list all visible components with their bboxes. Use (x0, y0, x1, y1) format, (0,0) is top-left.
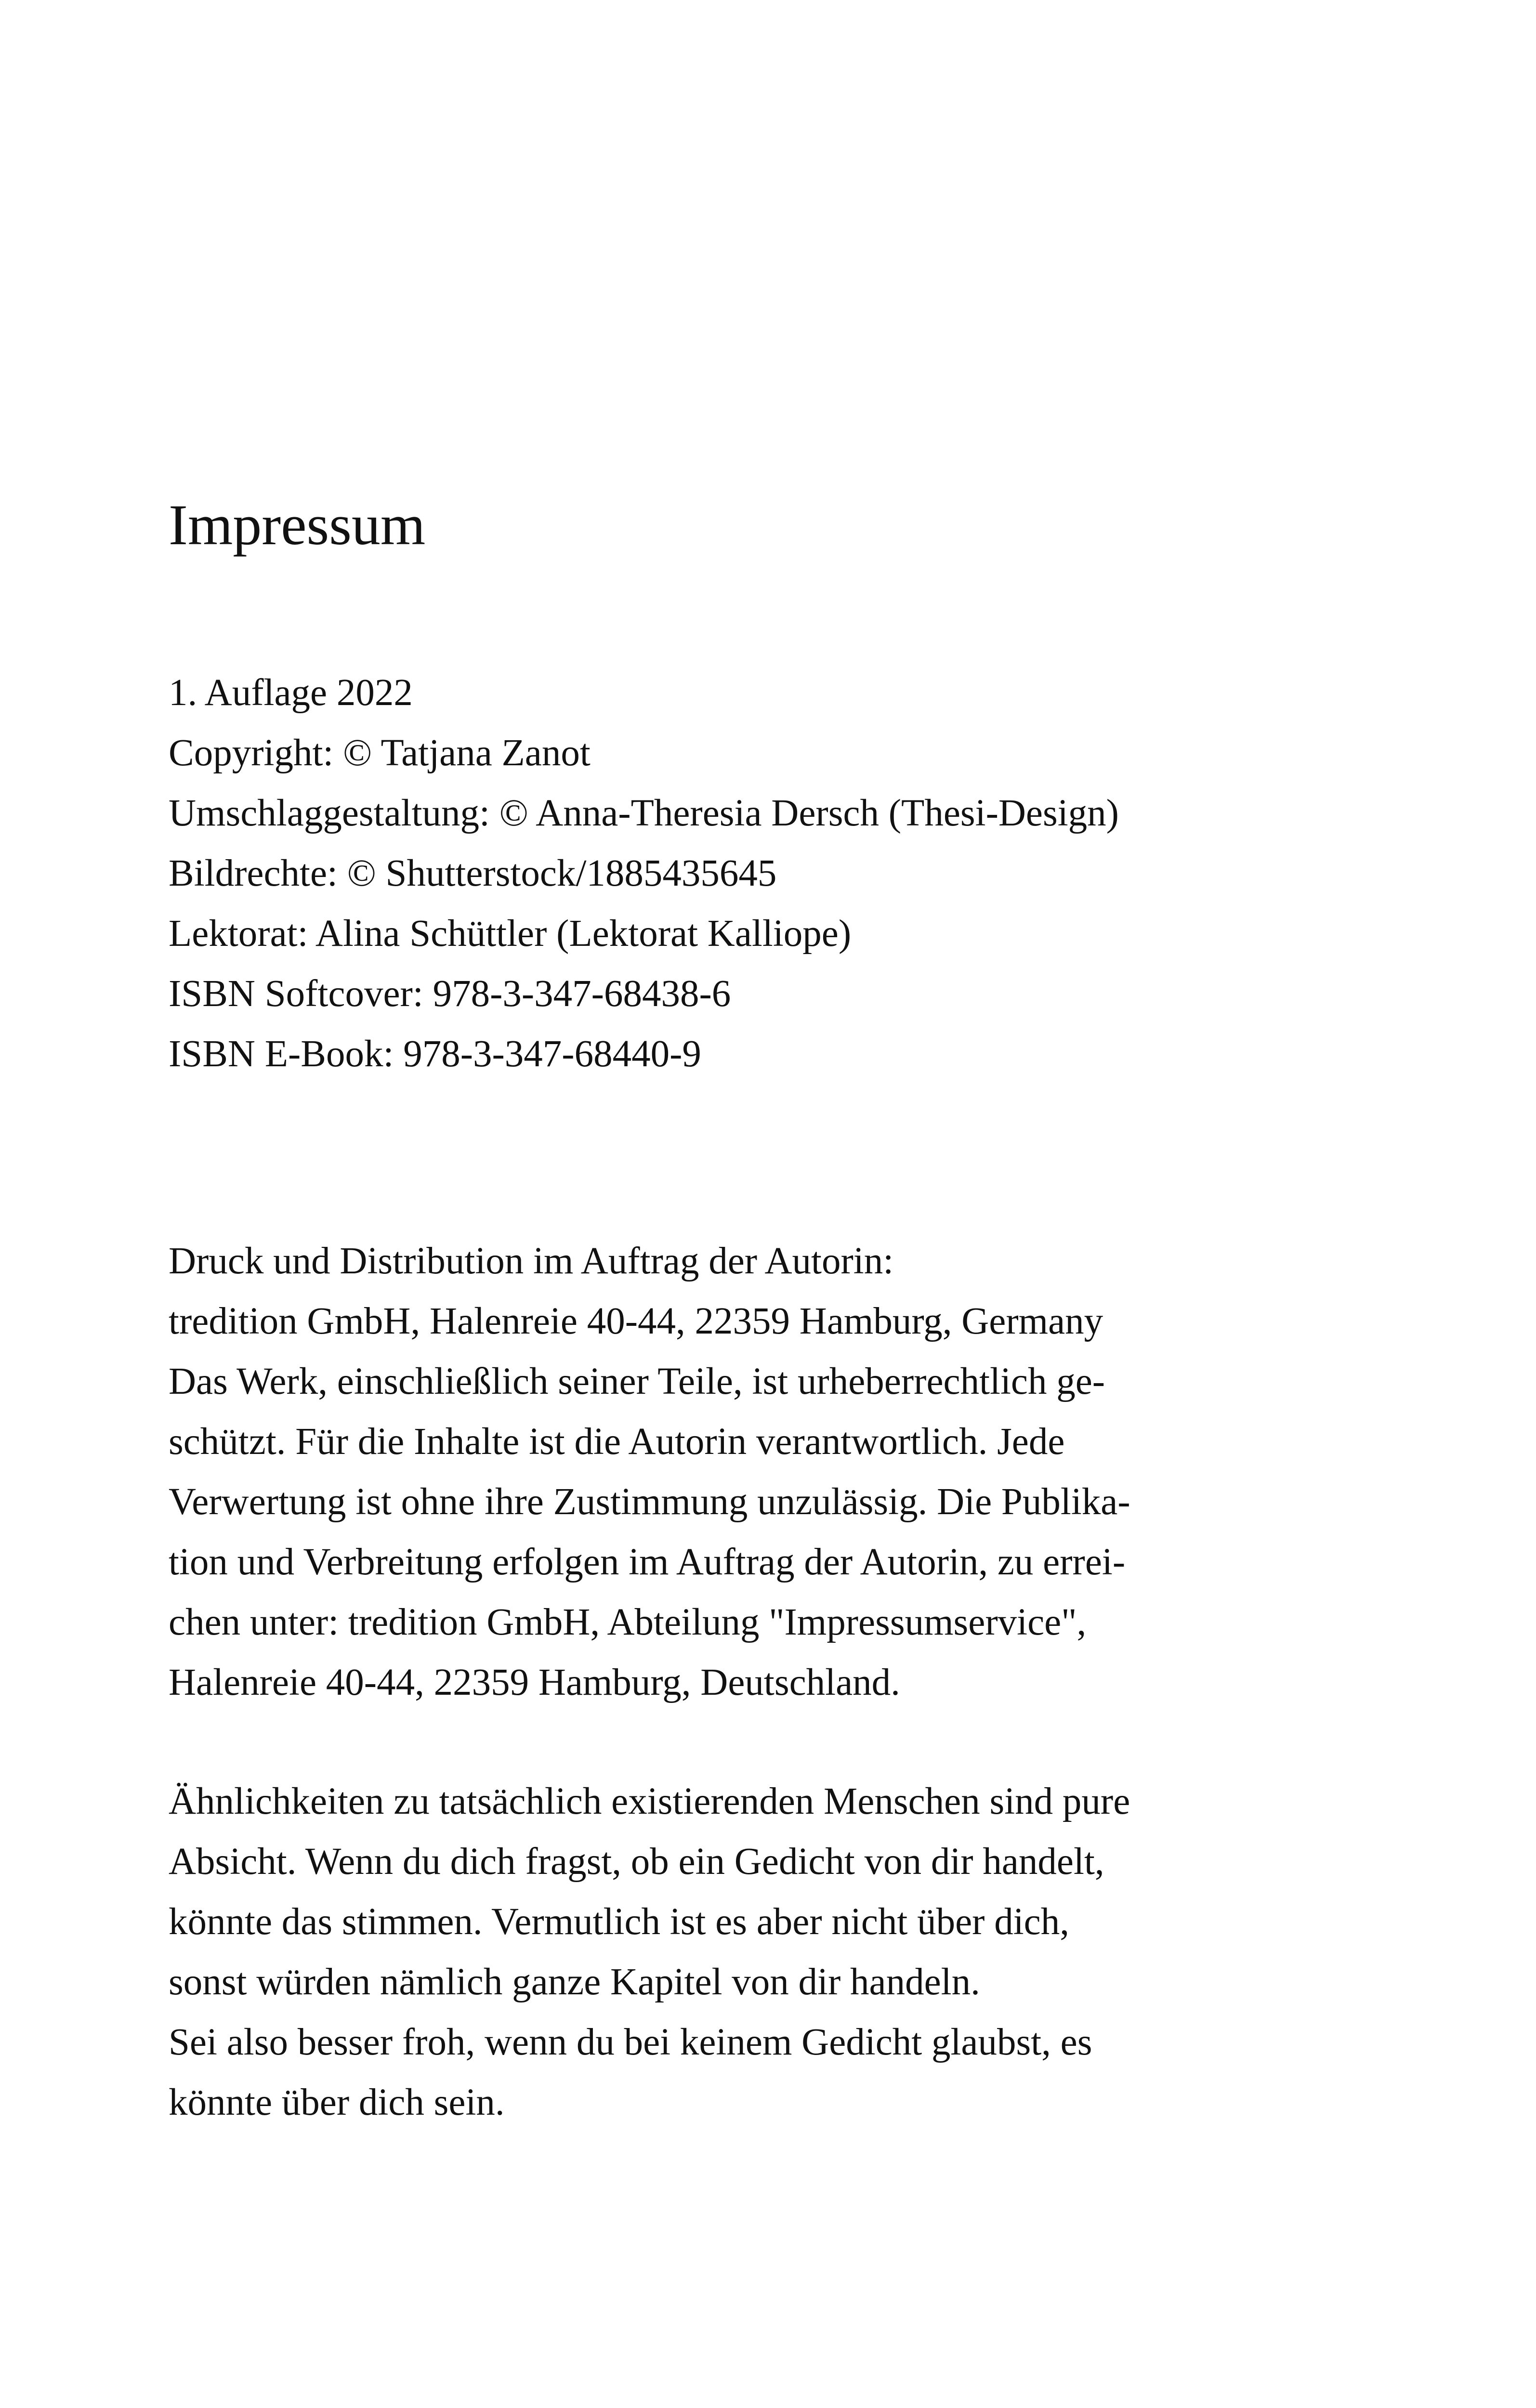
text-line: sonst würden nämlich ganze Kapitel von dir handeln. (169, 1961, 980, 2003)
text-line: tredition GmbH, Halenreie 40-44, 22359 Hamburg, Germany (169, 1300, 1103, 1342)
text-line: chen unter: tredition GmbH, Abteilung "Impressumservice", (169, 1601, 1087, 1643)
text-line: Sei also besser froh, wenn du bei keinem Gedicht glaubst, es (169, 2021, 1092, 2063)
image-rights-line: Bildrechte: © Shutterstock/1885435645 (169, 852, 777, 894)
text-line: könnte das stimmen. Vermutlich ist es aber nicht über dich, (169, 1901, 1070, 1943)
isbn-ebook-line: ISBN E-Book: 978-3-347-68440-9 (169, 1033, 701, 1075)
copyright-line: Copyright: © Tatjana Zanot (169, 732, 591, 774)
cover-design-line: Umschlaggestaltung: © Anna-Theresia Dersch (Thesi-Design) (169, 792, 1119, 834)
text-line: schützt. Für die Inhalte ist die Autorin verantwortlich. Jede (169, 1421, 1065, 1463)
imprint-details (169, 663, 1119, 1084)
text-line: Absicht. Wenn du dich fragst, ob ein Gedicht von dir handelt, (169, 1841, 1104, 1883)
text-line: tion und Verbreitung erfolgen im Auftrag der Autorin, zu errei- (169, 1541, 1126, 1583)
printing-distribution-paragraph (169, 1231, 1130, 1713)
text-line: könnte über dich sein. (169, 2081, 505, 2123)
text-line: Druck und Distribution im Auftrag der Autorin: (169, 1240, 894, 1282)
page-title: Impressum (169, 493, 426, 557)
edition-line: 1. Auflage 2022 (169, 672, 413, 714)
text-line: Das Werk, einschließlich seiner Teile, ist urheberrechtlich ge- (169, 1361, 1105, 1402)
editing-line: Lektorat: Alina Schüttler (Lektorat Kalliope) (169, 913, 852, 955)
text-line: Ähnlichkeiten zu tatsächlich existierenden Menschen sind pure (169, 1780, 1130, 1822)
text-line: Verwertung ist ohne ihre Zustimmung unzulässig. Die Publika- (169, 1481, 1130, 1523)
isbn-softcover-line: ISBN Softcover: 978-3-347-68438-6 (169, 973, 731, 1015)
disclaimer-paragraph (169, 1771, 1130, 2133)
text-line: Halenreie 40-44, 22359 Hamburg, Deutschland. (169, 1662, 900, 1703)
